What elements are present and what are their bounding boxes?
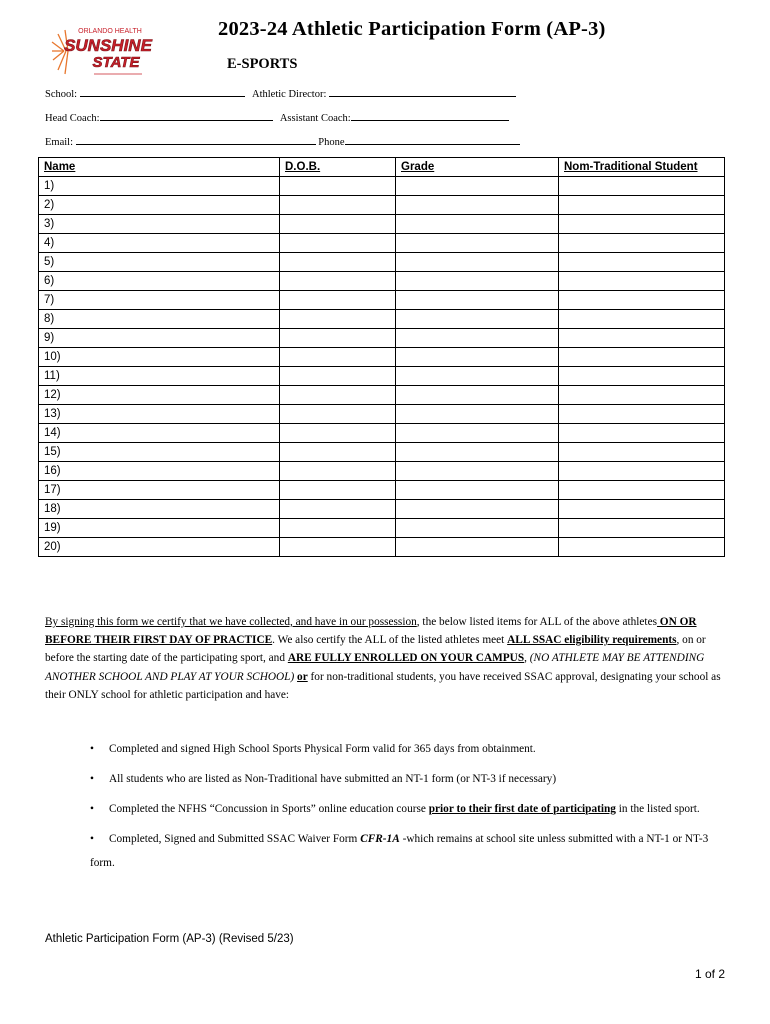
roster-row-number: 4) (39, 234, 280, 253)
form-revision: Athletic Participation Form (AP-3) (Revised 5/23) (45, 933, 294, 945)
grade-cell[interactable] (396, 405, 559, 424)
roster-row-number: 1) (39, 177, 280, 196)
dob-cell[interactable] (280, 386, 396, 405)
roster-row (39, 196, 725, 215)
dob-cell[interactable] (280, 367, 396, 386)
grade-cell[interactable] (396, 500, 559, 519)
roster-row (39, 519, 725, 538)
roster-row (39, 310, 725, 329)
grade-cell[interactable] (396, 443, 559, 462)
grade-cell[interactable] (396, 424, 559, 443)
dob-cell[interactable] (280, 196, 396, 215)
roster-row-number: 17) (39, 481, 280, 500)
dob-cell[interactable] (280, 215, 396, 234)
cert-enrollment: ARE FULLY ENROLLED ON YOUR CAMPUS (287, 652, 525, 665)
non-traditional-cell[interactable] (559, 538, 725, 557)
non-traditional-cell[interactable] (559, 329, 725, 348)
bullet-icon: • (90, 743, 94, 755)
dob-cell[interactable] (280, 177, 396, 196)
non-traditional-cell[interactable] (559, 443, 725, 462)
dob-cell[interactable] (280, 272, 396, 291)
roster-row-number: 5) (39, 253, 280, 272)
school-label: School: (45, 89, 78, 100)
grade-cell[interactable] (396, 367, 559, 386)
roster-row-number: 10) (39, 348, 280, 367)
roster-row-number: 15) (39, 443, 280, 462)
roster-row (39, 234, 725, 253)
logo-sub-text: STATE (92, 54, 140, 71)
requirements-list (90, 737, 730, 881)
roster-row-number: 9) (39, 329, 280, 348)
contact-field-row (45, 135, 520, 148)
roster-header-row (39, 158, 725, 177)
non-traditional-cell[interactable] (559, 519, 725, 538)
cert-text: , (524, 652, 530, 665)
logo-main-text: SUNSHINE (64, 36, 152, 55)
roster-row-number: 13) (39, 405, 280, 424)
dob-cell[interactable] (280, 462, 396, 481)
dob-cell[interactable] (280, 405, 396, 424)
dob-cell[interactable] (280, 519, 396, 538)
roster-row-number: 19) (39, 519, 280, 538)
non-traditional-cell[interactable] (559, 348, 725, 367)
grade-cell[interactable] (396, 291, 559, 310)
dob-cell[interactable] (280, 310, 396, 329)
roster-row (39, 291, 725, 310)
bullet-icon: • (90, 803, 94, 815)
roster-row-number: 12) (39, 386, 280, 405)
requirement-text: Completed and signed High School Sports Physical Form valid for 365 days from obtainment. (109, 743, 536, 755)
roster-row-number: 2) (39, 196, 280, 215)
waiver-form-code: CFR-1A (360, 833, 400, 845)
requirement-item (90, 737, 730, 761)
school-input[interactable] (80, 87, 245, 97)
grade-cell[interactable] (396, 538, 559, 557)
cert-text: for non-traditional students, you have received SSAC approval, designating your school as their ONLY school for athletic participation and have: (45, 670, 721, 701)
dob-cell[interactable] (280, 500, 396, 519)
non-traditional-cell[interactable] (559, 177, 725, 196)
grade-cell[interactable] (396, 386, 559, 405)
cert-deadline: ON OR BEFORE THEIR FIRST DAY OF PRACTICE (45, 616, 697, 647)
roster-row (39, 177, 725, 196)
non-traditional-cell[interactable] (559, 462, 725, 481)
cert-text: . We also certify the ALL of the listed athletes meet (272, 634, 508, 647)
dob-cell[interactable] (280, 481, 396, 500)
grade-cell[interactable] (396, 196, 559, 215)
dob-cell[interactable] (280, 424, 396, 443)
assistant-coach-input[interactable] (351, 111, 509, 121)
requirement-text-part: Completed the NFHS “Concussion in Sports” online education course (109, 803, 429, 815)
non-traditional-cell[interactable] (559, 405, 725, 424)
requirement-text-part: in the listed sport. (615, 803, 700, 815)
roster-row (39, 348, 725, 367)
non-traditional-cell[interactable] (559, 367, 725, 386)
head-coach-label: Head Coach: (45, 113, 100, 124)
grade-cell[interactable] (396, 310, 559, 329)
roster-row (39, 424, 725, 443)
non-traditional-cell[interactable] (559, 424, 725, 443)
phone-input[interactable] (345, 135, 520, 145)
grade-cell[interactable] (396, 234, 559, 253)
bullet-icon: • (90, 833, 94, 845)
grade-cell[interactable] (396, 481, 559, 500)
non-traditional-cell[interactable] (559, 500, 725, 519)
assistant-coach-label: Assistant Coach: (279, 113, 351, 124)
sunshine-state-logo (50, 24, 156, 78)
grade-cell[interactable] (396, 348, 559, 367)
cert-no-other-school: (NO ATHLETE MAY BE ATTENDING ANOTHER SCHOOL AND PLAY AT YOUR SCHOOL) (45, 652, 705, 683)
grade-cell[interactable] (396, 519, 559, 538)
certification-statement (45, 613, 725, 704)
roster-row (39, 329, 725, 348)
phone-label: Phone (318, 137, 345, 148)
non-traditional-cell[interactable] (559, 253, 725, 272)
roster-row (39, 481, 725, 500)
non-traditional-cell[interactable] (559, 481, 725, 500)
form-title: 2023-24 Athletic Participation Form (AP-3) (218, 18, 606, 40)
dob-cell[interactable] (280, 234, 396, 253)
roster-row (39, 367, 725, 386)
bullet-icon: • (90, 773, 94, 785)
column-header-grade: Grade (396, 158, 559, 177)
roster-row-number: 8) (39, 310, 280, 329)
grade-cell[interactable] (396, 177, 559, 196)
non-traditional-cell[interactable] (559, 196, 725, 215)
non-traditional-cell[interactable] (559, 272, 725, 291)
column-header-non-traditional: Nom-Traditional Student (559, 158, 725, 177)
cert-eligibility: ALL SSAC eligibility requirements (507, 634, 677, 647)
roster-row (39, 253, 725, 272)
requirement-text-part: Completed, Signed and Submitted SSAC Waiver Form (109, 833, 361, 845)
roster-row (39, 443, 725, 462)
page-number: 1 of 2 (694, 967, 725, 981)
dob-cell[interactable] (280, 443, 396, 462)
school-field-row (45, 87, 516, 100)
requirement-text (90, 833, 708, 869)
requirement-deadline: prior to their first date of participating (428, 803, 616, 815)
roster-row-number: 6) (39, 272, 280, 291)
roster-row-number: 20) (39, 538, 280, 557)
grade-cell[interactable] (396, 253, 559, 272)
cert-or: or (297, 670, 308, 683)
grade-cell[interactable] (396, 215, 559, 234)
email-label: Email: (45, 137, 73, 148)
roster-row (39, 405, 725, 424)
sport-name: E-SPORTS (227, 56, 298, 72)
non-traditional-cell[interactable] (559, 234, 725, 253)
roster-row (39, 272, 725, 291)
roster-row-number: 16) (39, 462, 280, 481)
grade-cell[interactable] (396, 329, 559, 348)
requirement-text (109, 803, 700, 815)
cert-text: , the below listed items for ALL of the above athletes (416, 616, 657, 628)
requirement-text: All students who are listed as Non-Traditional have submitted an NT-1 form (or NT-3 if necessary) (109, 773, 557, 785)
roster-row-number: 14) (39, 424, 280, 443)
non-traditional-cell[interactable] (559, 291, 725, 310)
roster-row (39, 462, 725, 481)
non-traditional-cell[interactable] (559, 386, 725, 405)
requirement-text-part: -which remains at school site unless submitted with a NT-1 or NT-3 form. (90, 833, 709, 869)
roster-row-number: 7) (39, 291, 280, 310)
requirement-item (90, 797, 730, 821)
head-coach-input[interactable] (100, 111, 273, 121)
athletic-director-label: Athletic Director: (252, 89, 327, 100)
dob-cell[interactable] (280, 329, 396, 348)
roster-table (38, 157, 725, 557)
dob-cell[interactable] (280, 538, 396, 557)
column-header-name: Name (39, 158, 280, 177)
roster-row (39, 538, 725, 557)
cert-intro: By signing this form we certify that we have collected, and have in our possession (45, 616, 417, 628)
roster-row (39, 215, 725, 234)
cert-text: , on or before the starting date of the participating sport, and (45, 634, 706, 665)
dob-cell[interactable] (280, 253, 396, 272)
athletic-director-input[interactable] (329, 87, 516, 97)
column-header-dob: D.O.B. (280, 158, 396, 177)
roster-row-number: 11) (39, 367, 280, 386)
coach-field-row (45, 111, 509, 124)
requirement-item (90, 827, 730, 875)
requirement-item (90, 767, 730, 791)
roster-row (39, 386, 725, 405)
logo-top-text: ORLANDO HEALTH (78, 28, 142, 35)
grade-cell[interactable] (396, 462, 559, 481)
roster-row (39, 500, 725, 519)
email-input[interactable] (76, 135, 316, 145)
grade-cell[interactable] (396, 272, 559, 291)
roster-row-number: 18) (39, 500, 280, 519)
non-traditional-cell[interactable] (559, 310, 725, 329)
dob-cell[interactable] (280, 291, 396, 310)
roster-row-number: 3) (39, 215, 280, 234)
non-traditional-cell[interactable] (559, 215, 725, 234)
dob-cell[interactable] (280, 348, 396, 367)
